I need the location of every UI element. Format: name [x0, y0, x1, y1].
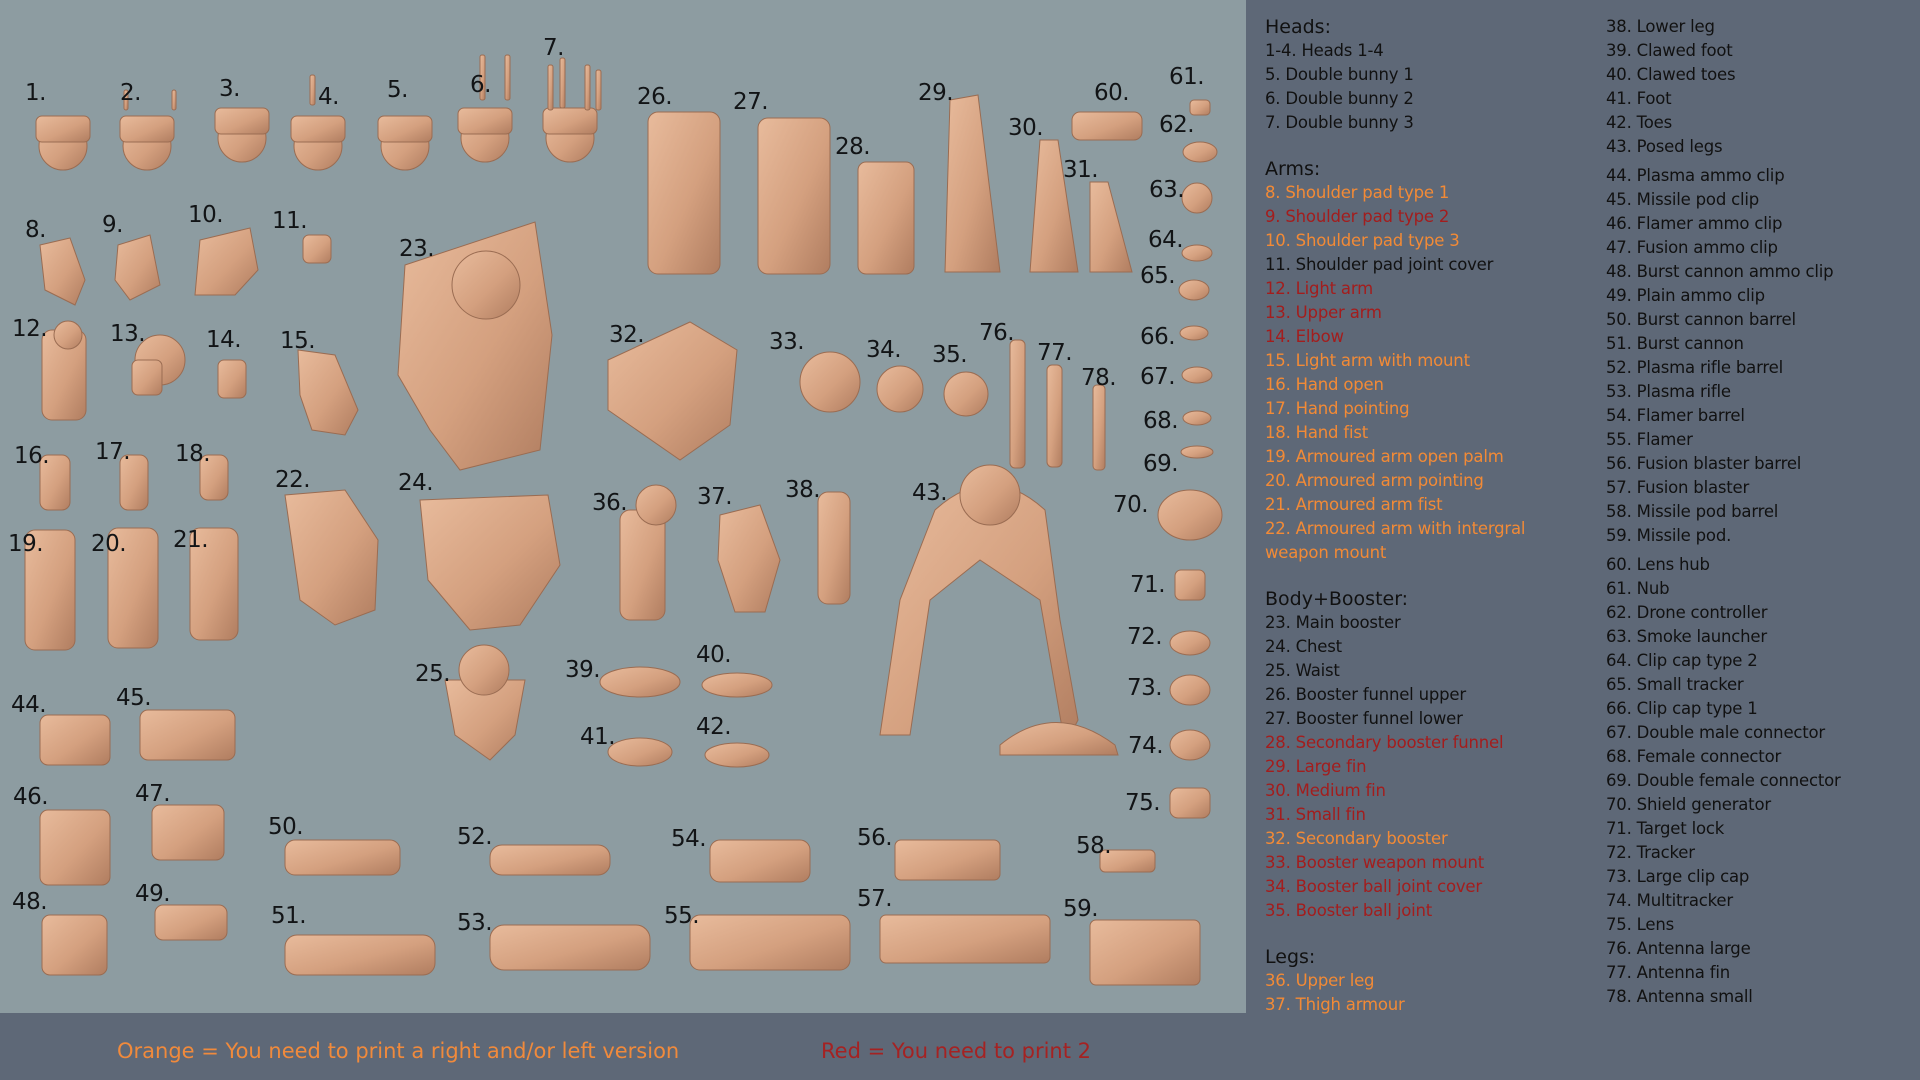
part-list-item: 42. Toes: [1606, 113, 1673, 132]
part-number-label: 32.: [609, 322, 645, 348]
foot-part: [608, 738, 672, 766]
ammo-clip-part: [155, 905, 227, 940]
weapon-part: [690, 915, 850, 970]
part-number-label: 8.: [25, 217, 46, 243]
shoulder-pad-part: [195, 228, 258, 295]
head-part: [378, 116, 432, 142]
shield-generator-part: [1158, 490, 1222, 540]
part-number-label: 23.: [399, 236, 435, 262]
part-list-item: 75. Lens: [1606, 915, 1674, 934]
part-list-item: 69. Double female connector: [1606, 771, 1841, 790]
part-list-item: 8. Shoulder pad type 1: [1265, 183, 1450, 202]
small-part: [1170, 631, 1210, 655]
small-part: [1183, 411, 1211, 425]
weapon-part: [285, 935, 435, 975]
part-number-label: 72.: [1127, 624, 1163, 650]
weapon-part: [490, 845, 610, 875]
head-part: [291, 116, 345, 142]
part-list-item: 28. Secondary booster funnel: [1265, 733, 1504, 752]
part-number-label: 76.: [979, 320, 1015, 346]
ammo-clip-part: [42, 915, 107, 975]
part-number-label: 45.: [116, 685, 152, 711]
part-list-item: 47. Fusion ammo clip: [1606, 238, 1778, 257]
spacer: [1265, 135, 1585, 157]
weapon-part: [285, 840, 400, 875]
part-list-item: 77. Antenna fin: [1606, 963, 1730, 982]
foot-part: [702, 673, 772, 697]
part-number-label: 63.: [1149, 177, 1185, 203]
part-number-label: 48.: [12, 889, 48, 915]
head-part: [120, 116, 174, 142]
part-list-item: 66. Clip cap type 1: [1606, 699, 1758, 718]
part-list-item: 7. Double bunny 3: [1265, 113, 1414, 132]
small-part: [1180, 326, 1208, 340]
part-number-label: 57.: [857, 886, 893, 912]
part-list-item: 58. Missile pod barrel: [1606, 502, 1779, 521]
arm-part: [298, 350, 358, 435]
part-list-item: 35. Booster ball joint: [1265, 901, 1433, 920]
part-number-label: 33.: [769, 329, 805, 355]
part-list-item: 29. Large fin: [1265, 757, 1367, 776]
part-list-item: 64. Clip cap type 2: [1606, 651, 1758, 670]
part-number-label: 2.: [120, 80, 141, 106]
part-number-label: 34.: [866, 337, 902, 363]
part-list-item: 30. Medium fin: [1265, 781, 1386, 800]
part-number-label: 47.: [135, 781, 171, 807]
part-list-item: 34. Booster ball joint cover: [1265, 877, 1482, 896]
head-part: [310, 75, 315, 105]
part-number-label: 5.: [387, 77, 408, 103]
section-heading: Heads:: [1265, 16, 1331, 38]
spacer: [1265, 923, 1585, 945]
part-list-item: 22. Armoured arm with intergral weapon mount: [1265, 519, 1526, 562]
armoured-arm-part: [285, 490, 378, 625]
part-list-item: 55. Flamer: [1606, 430, 1693, 449]
part-list-item: 61. Nub: [1606, 579, 1670, 598]
head-part: [548, 65, 553, 110]
thigh-armour-part: [718, 505, 780, 612]
part-list-item: 31. Small fin: [1265, 805, 1366, 824]
part-list-item: 18. Hand fist: [1265, 423, 1369, 442]
shoulder-pad-part: [115, 235, 160, 300]
part-list-item: 71. Target lock: [1606, 819, 1725, 838]
red-legend-note: Red = You need to print 2: [821, 1039, 1092, 1063]
part-number-label: 78.: [1081, 365, 1117, 391]
part-list-item: 65. Small tracker: [1606, 675, 1744, 694]
part-number-label: 1.: [25, 80, 46, 106]
part-list-item: 73. Large clip cap: [1606, 867, 1750, 886]
part-number-label: 16.: [14, 443, 50, 469]
ammo-clip-part: [40, 810, 110, 885]
part-list-item: 26. Booster funnel upper: [1265, 685, 1466, 704]
main-booster-part: [452, 251, 520, 319]
part-number-label: 41.: [580, 724, 616, 750]
small-part: [1170, 675, 1210, 705]
part-number-label: 73.: [1127, 675, 1163, 701]
part-list-item: 52. Plasma rifle barrel: [1606, 358, 1783, 377]
part-list-item: 76. Antenna large: [1606, 939, 1751, 958]
part-number-label: 58.: [1076, 833, 1112, 859]
small-part: [1183, 142, 1217, 162]
part-list-item: 1-4. Heads 1-4: [1265, 41, 1384, 60]
small-part: [1170, 788, 1210, 818]
small-part: [1182, 183, 1212, 213]
booster-funnel-part: [858, 162, 914, 274]
antenna-part: [1010, 340, 1025, 468]
part-list-item: 62. Drone controller: [1606, 603, 1768, 622]
part-list-item: 10. Shoulder pad type 3: [1265, 231, 1460, 250]
part-number-label: 43.: [912, 480, 948, 506]
part-number-label: 35.: [932, 342, 968, 368]
part-list-item: 25. Waist: [1265, 661, 1340, 680]
part-number-label: 70.: [1113, 492, 1149, 518]
arm-part: [132, 360, 162, 395]
parts-index-column-2: [1606, 15, 1916, 1009]
part-number-label: 66.: [1140, 324, 1176, 350]
chest-part: [420, 495, 560, 630]
booster-ball-joint-part: [944, 372, 988, 416]
part-number-label: 15.: [280, 328, 316, 354]
part-list-item: 20. Armoured arm pointing: [1265, 471, 1484, 490]
foot-part: [600, 667, 680, 697]
ammo-clip-part: [152, 805, 224, 860]
fin-part: [1090, 182, 1132, 272]
part-list-item: 59. Missile pod.: [1606, 526, 1732, 545]
leg-part: [818, 492, 850, 604]
head-part: [543, 108, 597, 134]
posed-legs-part: [880, 485, 1078, 745]
part-number-label: 14.: [206, 327, 242, 353]
part-number-label: 28.: [835, 134, 871, 160]
weapon-part: [895, 840, 1000, 880]
part-number-label: 49.: [135, 881, 171, 907]
part-number-label: 64.: [1148, 227, 1184, 253]
part-number-label: 22.: [275, 467, 311, 493]
part-number-label: 4.: [318, 84, 339, 110]
part-number-label: 10.: [188, 202, 224, 228]
part-number-label: 31.: [1063, 157, 1099, 183]
section-heading: Legs:: [1265, 946, 1316, 968]
part-list-item: 54. Flamer barrel: [1606, 406, 1745, 425]
posed-legs-part: [960, 465, 1020, 525]
part-list-item: 43. Posed legs: [1606, 137, 1723, 156]
part-list-item: 51. Burst cannon: [1606, 334, 1744, 353]
part-number-label: 53.: [457, 910, 493, 936]
small-part: [1179, 280, 1209, 300]
color-legend-footer: [0, 1013, 1246, 1080]
part-list-item: 49. Plain ammo clip: [1606, 286, 1765, 305]
part-list-item: 36. Upper leg: [1265, 971, 1375, 990]
booster-mount-part: [800, 352, 860, 412]
part-number-label: 38.: [785, 477, 821, 503]
part-list-item: 33. Booster weapon mount: [1265, 853, 1485, 872]
booster-funnel-part: [758, 118, 830, 274]
fin-part: [945, 95, 1000, 272]
posed-legs-part: [1000, 723, 1118, 756]
arm-part: [218, 360, 246, 398]
part-number-label: 9.: [102, 212, 123, 238]
part-number-label: 24.: [398, 470, 434, 496]
head-part: [458, 108, 512, 134]
part-list-item: 16. Hand open: [1265, 375, 1384, 394]
head-part: [505, 55, 510, 100]
part-list-item: 56. Fusion blaster barrel: [1606, 454, 1802, 473]
part-number-label: 44.: [11, 692, 47, 718]
part-number-label: 20.: [91, 531, 127, 557]
part-number-label: 17.: [95, 439, 131, 465]
part-list-item: 17. Hand pointing: [1265, 399, 1410, 418]
part-list-item: 15. Light arm with mount: [1265, 351, 1470, 370]
arm-part: [54, 321, 82, 349]
part-number-label: 19.: [8, 531, 44, 557]
part-number-label: 6.: [470, 72, 491, 98]
booster-funnel-part: [648, 112, 720, 274]
part-number-label: 55.: [664, 903, 700, 929]
part-list-item: 37. Thigh armour: [1265, 995, 1405, 1014]
part-list-item: 40. Clawed toes: [1606, 65, 1736, 84]
part-list-item: 5. Double bunny 1: [1265, 65, 1414, 84]
part-list-item: 67. Double male connector: [1606, 723, 1826, 742]
part-list-item: 44. Plasma ammo clip: [1606, 166, 1785, 185]
part-list-item: 70. Shield generator: [1606, 795, 1771, 814]
leg-part: [636, 485, 676, 525]
part-list-item: 78. Antenna small: [1606, 987, 1753, 1006]
part-number-label: 61.: [1169, 64, 1205, 90]
head-part: [560, 58, 565, 108]
antenna-part: [1093, 385, 1105, 470]
part-list-item: 6. Double bunny 2: [1265, 89, 1414, 108]
part-list-item: 9. Shoulder pad type 2: [1265, 207, 1450, 226]
leg-part: [620, 510, 665, 620]
part-number-label: 12.: [12, 316, 48, 342]
part-number-label: 27.: [733, 89, 769, 115]
small-part: [1182, 367, 1212, 383]
part-number-label: 52.: [457, 824, 493, 850]
part-number-label: 3.: [219, 76, 240, 102]
part-list-item: 13. Upper arm: [1265, 303, 1382, 322]
part-list-item: 74. Multitracker: [1606, 891, 1733, 910]
part-list-item: 12. Light arm: [1265, 279, 1373, 298]
part-list-item: 24. Chest: [1265, 637, 1342, 656]
section-heading: Body+Booster:: [1265, 588, 1409, 610]
small-part: [1175, 570, 1205, 600]
part-list-item: 53. Plasma rifle: [1606, 382, 1731, 401]
part-number-label: 59.: [1063, 896, 1099, 922]
booster-ball-cover-part: [877, 366, 923, 412]
parts-index-panel: [1246, 0, 1920, 1080]
part-number-label: 7.: [543, 35, 564, 61]
head-part: [596, 70, 601, 110]
part-number-label: 21.: [173, 527, 209, 553]
part-number-label: 25.: [415, 661, 451, 687]
part-list-item: 19. Armoured arm open palm: [1265, 447, 1504, 466]
part-list-item: 68. Female connector: [1606, 747, 1782, 766]
orange-legend-note: Orange = You need to print a right and/or left version: [117, 1039, 680, 1063]
part-list-item: 72. Tracker: [1606, 843, 1695, 862]
spacer: [1265, 565, 1585, 587]
part-list-item: 38. Lower leg: [1606, 17, 1715, 36]
antenna-part: [1047, 365, 1062, 467]
part-list-item: 14. Elbow: [1265, 327, 1344, 346]
part-number-label: 51.: [271, 903, 307, 929]
part-number-label: 37.: [697, 484, 733, 510]
part-number-label: 36.: [592, 490, 628, 516]
ammo-clip-part: [40, 715, 110, 765]
part-number-label: 26.: [637, 84, 673, 110]
part-list-item: 46. Flamer ammo clip: [1606, 214, 1783, 233]
part-list-item: 32. Secondary booster: [1265, 829, 1448, 848]
ammo-clip-part: [140, 710, 235, 760]
head-part: [36, 116, 90, 142]
head-part: [215, 108, 269, 134]
head-part: [585, 65, 590, 110]
part-number-label: 71.: [1130, 572, 1166, 598]
part-list-item: 50. Burst cannon barrel: [1606, 310, 1796, 329]
part-number-label: 56.: [857, 825, 893, 851]
small-part: [1170, 730, 1210, 760]
part-number-label: 67.: [1140, 364, 1176, 390]
part-list-item: 60. Lens hub: [1606, 555, 1710, 574]
weapon-part: [710, 840, 810, 882]
part-list-item: 39. Clawed foot: [1606, 41, 1733, 60]
part-number-label: 18.: [175, 441, 211, 467]
small-part: [1072, 112, 1142, 140]
part-number-label: 69.: [1143, 451, 1179, 477]
part-number-label: 62.: [1159, 112, 1195, 138]
part-list-item: 11. Shoulder pad joint cover: [1265, 255, 1494, 274]
head-part: [172, 90, 176, 110]
part-list-item: 45. Missile pod clip: [1606, 190, 1760, 209]
section-heading: Arms:: [1265, 158, 1321, 180]
part-number-label: 30.: [1008, 115, 1044, 141]
foot-part: [705, 743, 769, 767]
parts-index-column-1: [1265, 15, 1585, 1017]
shoulder-pad-part: [303, 235, 331, 263]
weapon-part: [880, 915, 1050, 963]
part-number-label: 54.: [671, 826, 707, 852]
part-number-label: 77.: [1037, 340, 1073, 366]
part-list-item: 21. Armoured arm fist: [1265, 495, 1443, 514]
part-list-item: 63. Smoke launcher: [1606, 627, 1767, 646]
weapon-part: [1090, 920, 1200, 985]
part-list-item: 48. Burst cannon ammo clip: [1606, 262, 1834, 281]
part-list-item: 27. Booster funnel lower: [1265, 709, 1463, 728]
waist-part: [459, 645, 509, 695]
part-number-label: 29.: [918, 80, 954, 106]
small-part: [1182, 245, 1212, 261]
part-list-item: 41. Foot: [1606, 89, 1672, 108]
part-number-label: 60.: [1094, 80, 1130, 106]
part-number-label: 39.: [565, 657, 601, 683]
part-number-label: 40.: [696, 642, 732, 668]
part-number-label: 50.: [268, 814, 304, 840]
part-number-label: 75.: [1125, 790, 1161, 816]
part-number-label: 74.: [1128, 733, 1164, 759]
part-list-item: 57. Fusion blaster: [1606, 478, 1750, 497]
weapon-part: [490, 925, 650, 970]
part-list-item: 23. Main booster: [1265, 613, 1401, 632]
part-number-label: 42.: [696, 714, 732, 740]
part-number-label: 11.: [272, 208, 308, 234]
shoulder-pad-part: [40, 238, 85, 305]
part-number-label: 68.: [1143, 408, 1179, 434]
small-part: [1181, 446, 1213, 458]
part-number-label: 65.: [1140, 263, 1176, 289]
part-number-label: 13.: [110, 321, 146, 347]
part-number-label: 46.: [13, 784, 49, 810]
